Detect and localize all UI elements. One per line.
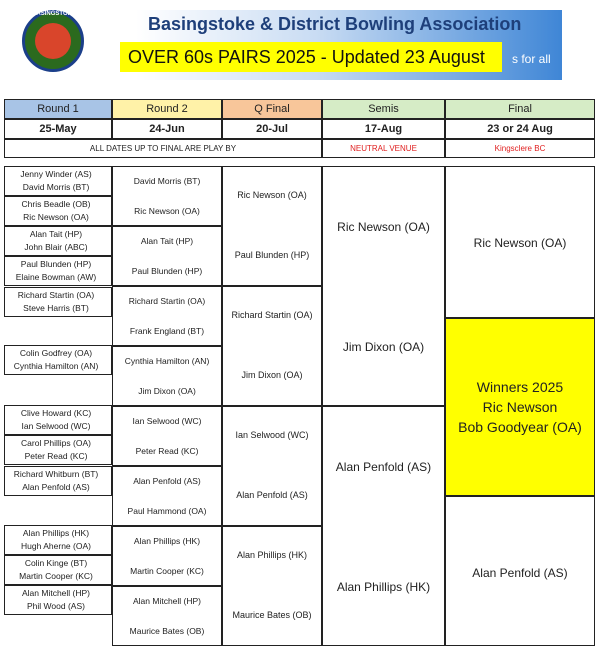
round2-match (112, 166, 222, 226)
qfinal-match (222, 406, 322, 526)
round2-player: Ric Newson (OA) (134, 206, 200, 216)
logo-emblem (35, 23, 71, 59)
round-date-round1: 25-May (4, 119, 112, 139)
qfinal-match (222, 286, 322, 406)
round-header-qfinal: Q Final (222, 99, 322, 119)
final-player: Ric Newson (OA) (473, 236, 567, 250)
semis-player: Ric Newson (OA) (337, 220, 430, 234)
round1-player: Chris Beadle (OB) (21, 199, 91, 209)
competition-title: OVER 60s PAIRS 2025 - Updated 23 August (120, 42, 502, 72)
round1-player: Clive Howard (KC) (20, 408, 92, 418)
round-date-round2: 24-Jun (112, 119, 222, 139)
round-date-final: 23 or 24 Aug (445, 119, 595, 139)
round1-player: Martin Cooper (KC) (19, 571, 93, 581)
round-header-round1: Round 1 (4, 99, 112, 119)
qfinal-match (222, 526, 322, 646)
logo-text: BASINGSTOKE (32, 11, 76, 17)
round2-player: Paul Blunden (HP) (131, 266, 203, 276)
round1-player: Hugh Aherne (OA) (21, 541, 91, 551)
round-date-qfinal: 20-Jul (222, 119, 322, 139)
semis-match (322, 166, 445, 406)
semis-player: Alan Penfold (AS) (335, 460, 432, 474)
semis-match (322, 406, 445, 646)
round1-player: Alan Penfold (AS) (22, 482, 90, 492)
round2-player: Ian Selwood (WC) (132, 416, 202, 426)
round1-player: Colin Godfrey (OA) (19, 348, 93, 358)
round1-player: Paul Blunden (HP) (20, 259, 92, 269)
round2-player: Richard Startin (OA) (128, 296, 206, 306)
association-logo (22, 10, 84, 72)
winner-player-2: Bob Goodyear (OA) (458, 419, 582, 435)
round2-match (112, 466, 222, 526)
round1-player: Richard Startin (OA) (17, 290, 95, 300)
round1-player: Elaine Bowman (AW) (15, 272, 97, 282)
round1-player: Alan Mitchell (HP) (21, 588, 91, 598)
semis-player: Alan Phillips (HK) (336, 580, 431, 594)
semis-venue-note: NEUTRAL VENUE (322, 139, 445, 158)
org-title: Basingstoke & District Bowling Association (148, 14, 522, 34)
round2-match (112, 526, 222, 586)
qfinal-player: Maurice Bates (OB) (232, 610, 312, 620)
round2-match (112, 286, 222, 346)
round2-player: Cynthia Hamilton (AN) (124, 356, 210, 366)
round1-player: Alan Tait (HP) (29, 229, 83, 239)
round1-player: Phil Wood (AS) (27, 601, 85, 611)
round1-player: Ian Selwood (WC) (21, 421, 91, 431)
round1-player: John Blair (ABC) (24, 242, 88, 252)
round1-player: Cynthia Hamilton (AN) (13, 361, 99, 371)
round1-player: Peter Read (KC) (24, 451, 88, 461)
round2-player: David Morris (BT) (133, 176, 201, 186)
round1-player: Steve Harris (BT) (23, 303, 89, 313)
qfinal-player: Ric Newson (OA) (237, 190, 307, 200)
qfinal-player: Richard Startin (OA) (231, 310, 313, 320)
round2-player: Alan Tait (HP) (140, 236, 194, 246)
final-venue-note: Kingsclere BC (445, 139, 595, 158)
qfinal-player: Alan Phillips (HK) (236, 550, 308, 560)
winners-box (445, 318, 595, 496)
org-tagline: s for all (512, 52, 551, 66)
round-header-final: Final (445, 99, 595, 119)
winner-player-1: Ric Newson (482, 399, 558, 415)
round1-player: Jenny Winder (AS) (20, 169, 92, 179)
round2-player: Martin Cooper (KC) (130, 566, 204, 576)
qfinal-player: Paul Blunden (HP) (234, 250, 310, 260)
qfinal-player: Ian Selwood (WC) (235, 430, 309, 440)
winners-heading: Winners 2025 (476, 379, 564, 395)
round1-player: Richard Whitburn (BT) (13, 469, 99, 479)
round-date-semis: 17-Aug (322, 119, 445, 139)
qfinal-match (222, 166, 322, 286)
round2-player: Peter Read (KC) (135, 446, 199, 456)
round2-player: Maurice Bates (OB) (129, 626, 205, 636)
play-by-note: ALL DATES UP TO FINAL ARE PLAY BY (4, 139, 322, 158)
semis-player: Jim Dixon (OA) (342, 340, 425, 354)
round1-player: David Morris (BT) (22, 182, 90, 192)
round2-player: Jim Dixon (OA) (138, 386, 196, 396)
final-player: Alan Penfold (AS) (472, 566, 568, 580)
round-header-semis: Semis (322, 99, 445, 119)
round1-player: Colin Kinge (BT) (24, 558, 88, 568)
qfinal-player: Alan Penfold (AS) (236, 490, 308, 500)
round1-player: Alan Phillips (HK) (22, 528, 90, 538)
round2-match (112, 346, 222, 406)
round-header-round2: Round 2 (112, 99, 222, 119)
round2-match (112, 586, 222, 646)
round1-player: Ric Newson (OA) (23, 212, 89, 222)
round2-player: Alan Phillips (HK) (133, 536, 201, 546)
qfinal-player: Jim Dixon (OA) (241, 370, 303, 380)
round2-match (112, 226, 222, 286)
round1-player: Carol Phillips (OA) (21, 438, 91, 448)
round2-player: Frank England (BT) (129, 326, 205, 336)
round2-player: Paul Hammond (OA) (127, 506, 207, 516)
round2-player: Alan Mitchell (HP) (132, 596, 202, 606)
round2-player: Alan Penfold (AS) (133, 476, 201, 486)
round2-match (112, 406, 222, 466)
